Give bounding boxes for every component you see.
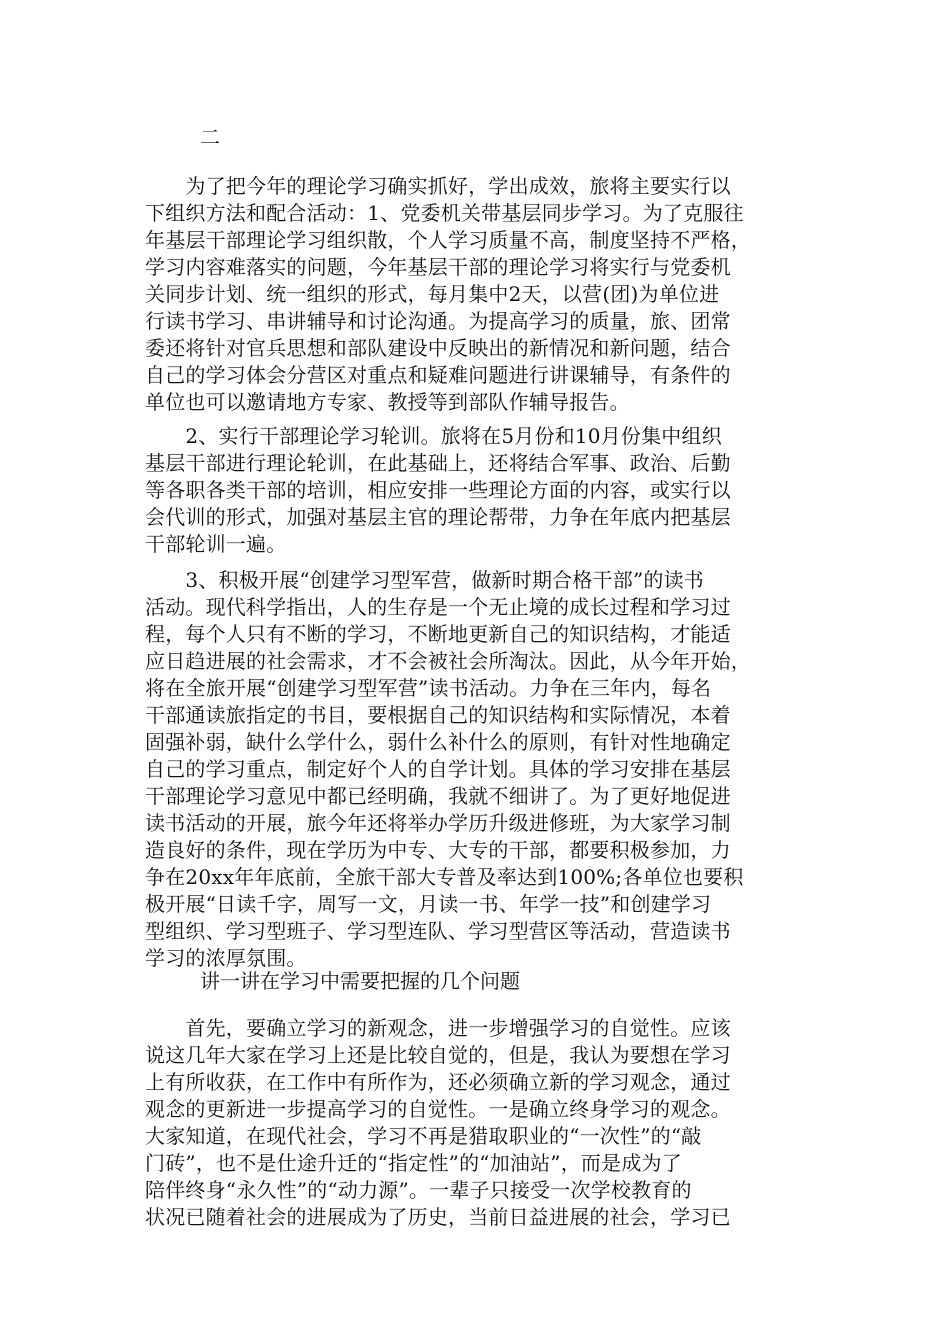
paragraph-line: 门砖”，也不是仕途升迁的“指定性”的“加油站”，而是成为了 [145,1151,682,1175]
paragraph-line: 活动。现代科学指出，人的生存是一个无止境的成长过程和学习过 [145,595,731,619]
paragraph-line: 固强补弱，缺什么学什么，弱什么补什么的原则，有针对性地确定 [145,730,731,754]
section-subheading: 讲一讲在学习中需要把握的几个问题 [200,969,520,993]
paragraph-learning-concepts [145,1015,805,1231]
paragraph-line: 观念的更新进一步提高学习的自觉性。一是确立终身学习的观念。 [145,1097,731,1121]
paragraph-line: 会代训的形式，加强对基层主官的理论帮带，力争在年底内把基层 [145,505,731,529]
paragraph-line: 下组织方法和配合活动：1、党委机关带基层同步学习。为了克服往 [145,201,744,225]
paragraph-study-organization [145,173,805,416]
paragraph-line: 陪伴终身“永久性”的“动力源”。一辈子只接受一次学校教育的 [145,1178,692,1202]
paragraph-line: 极开展“日读千字，周写一文，月读一书、年学一技”和创建学习 [145,892,712,916]
paragraph-line: 干部理论学习意见中都已经明确，我就不细讲了。为了更好地促进 [145,784,731,808]
paragraph-line: 应日趋进展的社会需求，才不会被社会所淘汰。因此，从今年开始， [145,649,751,673]
paragraph-line: 委还将针对官兵思想和部队建设中反映出的新情况和新问题，结合 [145,336,731,360]
paragraph-line: 首先，要确立学习的新观念，进一步增强学习的自觉性。应该 [145,1016,731,1040]
paragraph-line: 2、实行干部理论学习轮训。旅将在5月份和10月份集中组织 [145,424,722,448]
paragraph-line: 学习的浓厚氛围。 [145,946,307,970]
paragraph-reading-activity [145,567,805,972]
paragraph-line: 关同步计划、统一组织的形式，每月集中2天，以营(团)为单位进 [145,282,720,306]
paragraph-line: 将在全旅开展“创建学习型军营”读书活动。力争在三年内，每名 [145,676,712,700]
paragraph-line: 自己的学习体会分营区对重点和疑难问题进行讲课辅导，有条件的 [145,363,731,387]
paragraph-line: 状况已随着社会的进展成为了历史，当前日益进展的社会，学习已 [145,1205,731,1229]
paragraph-line: 基层干部进行理论轮训，在此基础上，还将结合军事、政治、后勤 [145,451,731,475]
paragraph-line: 读书活动的开展，旅今年还将举办学历升级进修班，为大家学习制 [145,811,731,835]
paragraph-line: 干部轮训一遍。 [145,532,287,556]
paragraph-line: 上有所收获，在工作中有所作为，还必须确立新的学习观念，通过 [145,1070,731,1094]
paragraph-line: 型组织、学习型班子、学习型连队、学习型营区等活动，营造读书 [145,919,731,943]
section-marker: 二 [200,125,220,149]
paragraph-line: 干部通读旅指定的书目，要根据自己的知识结构和实际情况，本着 [145,703,731,727]
paragraph-line: 说这几年大家在学习上还是比较自觉的，但是，我认为要想在学习 [145,1043,731,1067]
paragraph-line: 学习内容难落实的问题，今年基层干部的理论学习将实行与党委机 [145,255,731,279]
paragraph-cadre-training [145,423,805,558]
paragraph-line: 自己的学习重点，制定好个人的自学计划。具体的学习安排在基层 [145,757,731,781]
paragraph-line: 争在20xx年年底前，全旅干部大专普及率达到100%;各单位也要积 [145,865,744,889]
paragraph-line: 大家知道，在现代社会，学习不再是猎取职业的“一次性”的“敲 [145,1124,702,1148]
paragraph-line: 等各职各类干部的培训，相应安排一些理论方面的内容，或实行以 [145,478,731,502]
paragraph-line: 年基层干部理论学习组织散，个人学习质量不高，制度坚持不严格， [145,228,751,252]
paragraph-line: 3、积极开展“创建学习型军营，做新时期合格干部”的读书 [145,568,704,592]
paragraph-line: 行读书学习、串讲辅导和讨论沟通。为提高学习的质量，旅、团常 [145,309,731,333]
paragraph-line: 程，每个人只有不断的学习，不断地更新自己的知识结构，才能适 [145,622,731,646]
paragraph-line: 为了把今年的理论学习确实抓好，学出成效，旅将主要实行以 [145,174,731,198]
paragraph-line: 单位也可以邀请地方专家、教授等到部队作辅导报告。 [145,390,630,414]
paragraph-line: 造良好的条件，现在学历为中专、大专的干部，都要积极参加，力 [145,838,731,862]
